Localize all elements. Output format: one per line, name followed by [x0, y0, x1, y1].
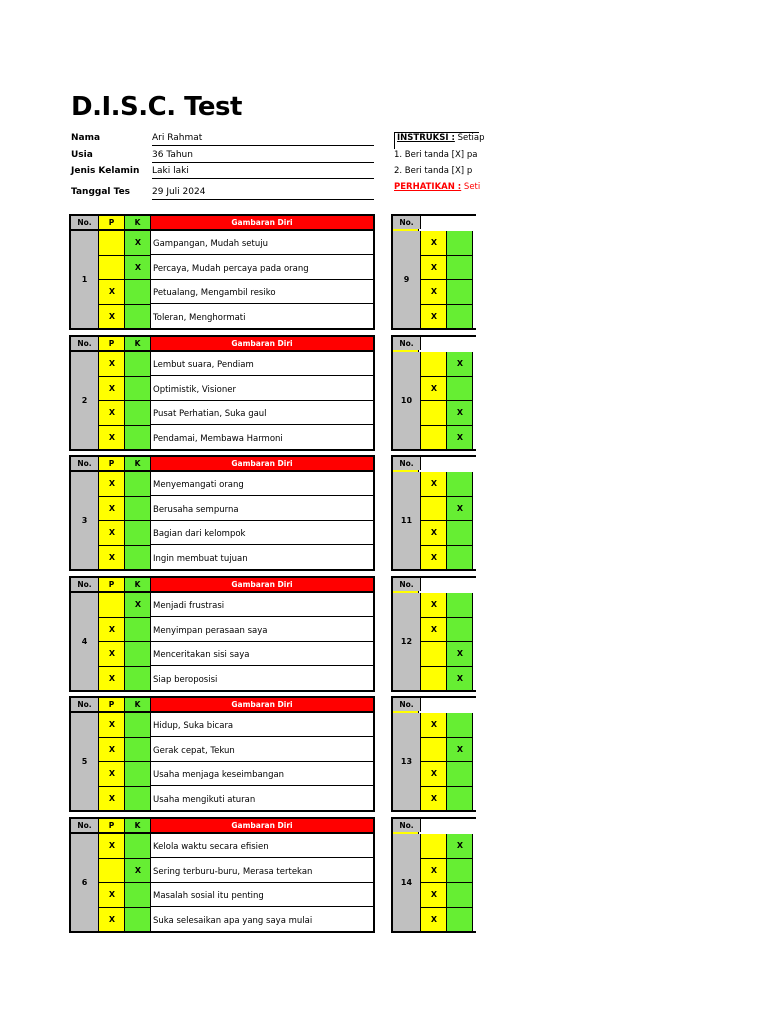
option-text: Siap beroposisi — [153, 674, 218, 685]
option-row — [421, 377, 476, 401]
k-mark-cell[interactable] — [125, 497, 151, 521]
p-mark-cell[interactable]: X — [108, 479, 116, 488]
header-k: K — [125, 216, 151, 229]
question-block-11 — [391, 455, 476, 571]
p-mark-cell[interactable]: X — [430, 769, 438, 778]
header-p: P — [99, 337, 125, 350]
k-mark-cell[interactable]: X — [134, 600, 142, 609]
option-row — [99, 787, 373, 811]
header-no: No. — [71, 698, 99, 711]
p-mark-cell[interactable]: X — [108, 287, 116, 296]
p-mark-cell[interactable]: X — [430, 262, 438, 272]
header-no: No. — [393, 457, 421, 470]
block-header — [71, 578, 373, 593]
option-text: Optimistik, Visioner — [151, 377, 373, 401]
option-row — [421, 546, 476, 570]
instruksi-label: INSTRUKSI : — [397, 133, 455, 143]
question-number: 9 — [393, 231, 421, 328]
p-mark-cell[interactable] — [421, 497, 447, 521]
k-mark-cell[interactable] — [125, 738, 151, 762]
instruksi-text: Setiap — [454, 133, 485, 143]
header-gambaran-diri: Gambaran Diri — [151, 698, 373, 711]
k-mark-cell[interactable] — [447, 546, 473, 570]
p-mark-cell[interactable]: X — [108, 408, 116, 417]
option-text: Kelola waktu secara efisien — [151, 834, 373, 858]
option-row — [421, 642, 476, 666]
question-number: 1 — [71, 231, 99, 328]
perhatikan-line — [394, 182, 481, 192]
k-mark-cell[interactable]: X — [456, 649, 464, 658]
k-mark-cell[interactable]: X — [456, 408, 464, 417]
option-row — [421, 859, 476, 883]
header-k: K — [125, 578, 151, 591]
header-k: K — [125, 698, 151, 711]
p-mark-cell[interactable]: X — [430, 479, 438, 488]
p-mark-cell[interactable] — [99, 859, 125, 883]
option-row — [99, 908, 373, 932]
k-mark-cell[interactable] — [125, 618, 151, 642]
p-mark-cell[interactable]: X — [430, 720, 438, 729]
p-mark-cell[interactable]: X — [430, 528, 438, 537]
header-no: No. — [393, 216, 421, 229]
option-text: Toleran, Menghormati — [153, 312, 246, 323]
k-mark-cell[interactable] — [447, 859, 473, 883]
jenis-kelamin-label: Jenis Kelamin — [71, 166, 140, 176]
option-row — [421, 472, 476, 496]
perhatikan-text: Seti — [461, 182, 481, 192]
question-number: 10 — [393, 352, 421, 449]
option-row — [421, 305, 476, 329]
option-row — [99, 472, 373, 496]
k-mark-cell[interactable] — [125, 908, 151, 932]
k-mark-cell[interactable]: X — [456, 673, 464, 683]
p-mark-cell[interactable]: X — [108, 432, 116, 442]
k-mark-cell[interactable] — [447, 280, 473, 304]
p-mark-cell[interactable]: X — [430, 914, 438, 924]
p-mark-cell[interactable] — [421, 642, 447, 666]
question-number: 11 — [393, 472, 421, 569]
option-row — [99, 280, 373, 304]
p-mark-cell[interactable]: X — [108, 624, 116, 634]
p-mark-cell[interactable]: X — [108, 744, 116, 754]
option-row — [421, 521, 476, 545]
k-mark-cell[interactable] — [447, 256, 473, 280]
header-no: No. — [393, 819, 421, 832]
option-text: Pendamai, Membawa Harmoni — [153, 433, 283, 444]
header-no: No. — [393, 578, 421, 591]
k-mark-cell[interactable] — [125, 546, 151, 570]
p-mark-cell[interactable] — [99, 256, 125, 280]
k-mark-cell[interactable]: X — [456, 841, 464, 850]
option-row — [421, 618, 476, 642]
p-mark-cell[interactable]: X — [108, 552, 116, 562]
k-mark-cell[interactable] — [125, 762, 151, 786]
option-text: Lembut suara, Pendiam — [151, 352, 373, 376]
option-row — [99, 834, 373, 858]
nama-value: Ari Rahmat — [152, 133, 374, 146]
question-number: 6 — [71, 834, 99, 931]
p-mark-cell[interactable]: X — [108, 890, 116, 899]
question-block-12 — [391, 576, 476, 692]
question-number: 4 — [71, 593, 99, 690]
question-number: 14 — [393, 834, 421, 931]
p-mark-cell[interactable]: X — [108, 383, 116, 393]
option-text: Bagian dari kelompok — [151, 521, 373, 545]
p-mark-cell[interactable]: X — [108, 769, 116, 778]
block-header — [71, 698, 373, 713]
header-no: No. — [71, 578, 99, 591]
option-row — [99, 352, 373, 376]
p-mark-cell[interactable] — [421, 352, 447, 376]
block-header — [71, 819, 373, 834]
option-row — [421, 401, 476, 425]
p-mark-cell[interactable] — [99, 231, 125, 255]
option-row — [421, 787, 476, 811]
question-number: 3 — [71, 472, 99, 569]
instruksi-line-2: 2. Beri tanda [X] p — [394, 166, 473, 176]
question-block-14 — [391, 817, 476, 933]
option-text: Ingin membuat tujuan — [153, 553, 248, 564]
option-row — [421, 908, 476, 932]
option-row — [421, 280, 476, 304]
header-no: No. — [71, 337, 99, 350]
header-gambaran-diri: Gambaran Diri — [151, 216, 373, 229]
k-mark-cell[interactable]: X — [134, 865, 142, 875]
option-row — [421, 834, 476, 858]
header-no: No. — [71, 216, 99, 229]
question-block-3 — [69, 455, 375, 571]
instruksi-line-1: 1. Beri tanda [X] pa — [394, 150, 478, 160]
k-mark-cell[interactable] — [447, 593, 473, 617]
option-row — [99, 256, 373, 280]
option-row — [421, 738, 476, 762]
option-row — [421, 256, 476, 280]
k-mark-cell[interactable] — [447, 472, 473, 496]
option-row — [99, 593, 373, 617]
option-row — [99, 231, 373, 255]
page-title: D.I.S.C. Test — [71, 92, 242, 122]
option-row — [421, 762, 476, 786]
option-text: Suka selesaikan apa yang saya mulai — [153, 915, 313, 926]
k-mark-cell[interactable] — [125, 834, 151, 858]
option-text: Percaya, Mudah percaya pada orang — [151, 256, 373, 280]
p-mark-cell[interactable]: X — [108, 503, 116, 513]
header-p: P — [99, 216, 125, 229]
option-row — [421, 231, 476, 255]
p-mark-cell[interactable]: X — [430, 624, 438, 634]
usia-value: 36 Tahun — [152, 150, 374, 163]
k-mark-cell[interactable]: X — [456, 744, 464, 754]
option-row — [421, 352, 476, 376]
option-row — [421, 713, 476, 737]
option-text: Menyemangati orang — [151, 472, 373, 496]
option-row — [99, 521, 373, 545]
p-mark-cell[interactable] — [421, 834, 447, 858]
header-p: P — [99, 819, 125, 832]
header-gambaran-diri: Gambaran Diri — [151, 457, 373, 470]
k-mark-cell[interactable] — [125, 787, 151, 811]
p-mark-cell[interactable]: X — [430, 793, 438, 803]
nama-label: Nama — [71, 133, 101, 143]
option-row — [99, 305, 373, 329]
question-block-6 — [69, 817, 375, 933]
k-mark-cell[interactable] — [447, 521, 473, 545]
p-mark-cell[interactable]: X — [108, 649, 116, 658]
p-mark-cell[interactable]: X — [430, 311, 438, 321]
k-mark-cell[interactable] — [447, 377, 473, 401]
block-header — [71, 457, 373, 472]
header-k: K — [125, 457, 151, 470]
option-row — [99, 738, 373, 762]
p-mark-cell[interactable]: X — [108, 720, 116, 729]
option-row — [99, 377, 373, 401]
option-text: Usaha mengikuti aturan — [153, 794, 256, 805]
k-mark-cell[interactable] — [125, 426, 151, 450]
option-row — [421, 497, 476, 521]
p-mark-cell[interactable]: X — [430, 865, 438, 875]
k-mark-cell[interactable]: X — [456, 432, 464, 442]
k-mark-cell[interactable] — [125, 713, 151, 737]
question-number: 13 — [393, 713, 421, 810]
k-mark-cell[interactable] — [447, 231, 473, 255]
k-mark-cell[interactable] — [447, 762, 473, 786]
tanggal-tes-label: Tanggal Tes — [71, 187, 131, 197]
option-text: Pusat Perhatian, Suka gaul — [151, 401, 373, 425]
k-mark-cell[interactable] — [447, 787, 473, 811]
p-mark-cell[interactable]: X — [108, 914, 116, 924]
p-mark-cell[interactable]: X — [430, 552, 438, 562]
header-gambaran-diri: Gambaran Diri — [151, 337, 373, 350]
k-mark-cell[interactable] — [125, 352, 151, 376]
question-number: 2 — [71, 352, 99, 449]
usia-label: Usia — [71, 150, 93, 160]
question-number: 5 — [71, 713, 99, 810]
k-mark-cell[interactable] — [125, 401, 151, 425]
option-row — [99, 883, 373, 907]
option-row — [99, 642, 373, 666]
header-no: No. — [71, 457, 99, 470]
question-block-1 — [69, 214, 375, 330]
k-mark-cell[interactable]: X — [456, 359, 464, 368]
option-text: Menceritakan sisi saya — [151, 642, 373, 666]
k-mark-cell[interactable]: X — [456, 503, 464, 513]
option-row — [99, 762, 373, 786]
header-p: P — [99, 578, 125, 591]
question-block-2 — [69, 335, 375, 451]
k-mark-cell[interactable] — [447, 618, 473, 642]
k-mark-cell[interactable] — [447, 713, 473, 737]
option-text: Menjadi frustrasi — [151, 593, 373, 617]
p-mark-cell[interactable] — [421, 667, 447, 691]
p-mark-cell[interactable]: X — [430, 890, 438, 899]
header-no: No. — [393, 698, 421, 711]
header-p: P — [99, 698, 125, 711]
option-row — [421, 593, 476, 617]
p-mark-cell[interactable]: X — [108, 528, 116, 537]
jenis-kelamin-value: Laki laki — [152, 166, 374, 179]
p-mark-cell[interactable] — [99, 593, 125, 617]
k-mark-cell[interactable] — [125, 377, 151, 401]
header-gambaran-diri: Gambaran Diri — [151, 578, 373, 591]
question-block-10 — [391, 335, 476, 451]
option-text: Usaha menjaga keseimbangan — [151, 762, 373, 786]
p-mark-cell[interactable]: X — [430, 600, 438, 609]
p-mark-cell[interactable] — [421, 401, 447, 425]
tanggal-tes-value: 29 Juli 2024 — [152, 187, 374, 200]
k-mark-cell[interactable] — [125, 883, 151, 907]
question-number: 12 — [393, 593, 421, 690]
k-mark-cell[interactable] — [125, 521, 151, 545]
option-row — [99, 859, 373, 883]
option-text: Sering terburu-buru, Merasa tertekan — [151, 859, 373, 883]
k-mark-cell[interactable] — [447, 883, 473, 907]
option-text: Menyimpan perasaan saya — [151, 618, 373, 642]
option-row — [421, 426, 476, 450]
question-block-13 — [391, 696, 476, 812]
option-text: Petualang, Mengambil resiko — [151, 280, 373, 304]
p-mark-cell[interactable]: X — [108, 311, 116, 321]
option-row — [99, 497, 373, 521]
header-gambaran-diri: Gambaran Diri — [151, 819, 373, 832]
question-block-5 — [69, 696, 375, 812]
k-mark-cell[interactable]: X — [134, 238, 142, 247]
perhatikan-label: PERHATIKAN : — [394, 182, 462, 192]
option-row — [421, 667, 476, 691]
k-mark-cell[interactable] — [125, 472, 151, 496]
p-mark-cell[interactable]: X — [108, 359, 116, 368]
option-row — [421, 883, 476, 907]
k-mark-cell[interactable] — [447, 305, 473, 329]
p-mark-cell[interactable]: X — [430, 238, 438, 247]
option-row — [99, 618, 373, 642]
option-row — [99, 546, 373, 570]
header-k: K — [125, 819, 151, 832]
option-text: Gampangan, Mudah setuju — [151, 231, 373, 255]
block-header — [71, 216, 373, 231]
k-mark-cell[interactable] — [125, 280, 151, 304]
instruksi-line — [394, 132, 485, 149]
option-row — [99, 713, 373, 737]
k-mark-cell[interactable] — [125, 667, 151, 691]
option-text: Hidup, Suka bicara — [151, 713, 373, 737]
p-mark-cell[interactable]: X — [108, 793, 116, 803]
p-mark-cell[interactable]: X — [108, 673, 116, 683]
header-p: P — [99, 457, 125, 470]
option-text: Gerak cepat, Tekun — [151, 738, 373, 762]
header-no: No. — [393, 337, 421, 350]
question-block-4 — [69, 576, 375, 692]
p-mark-cell[interactable]: X — [430, 383, 438, 393]
p-mark-cell[interactable] — [421, 426, 447, 450]
option-row — [99, 667, 373, 691]
p-mark-cell[interactable]: X — [108, 841, 116, 850]
question-block-9 — [391, 214, 476, 330]
header-no: No. — [71, 819, 99, 832]
k-mark-cell[interactable] — [447, 908, 473, 932]
k-mark-cell[interactable]: X — [134, 262, 142, 272]
p-mark-cell[interactable]: X — [430, 287, 438, 296]
k-mark-cell[interactable] — [125, 305, 151, 329]
option-text: Masalah sosial itu penting — [151, 883, 373, 907]
block-header — [71, 337, 373, 352]
option-row — [99, 426, 373, 450]
option-text: Berusaha sempurna — [151, 497, 373, 521]
p-mark-cell[interactable] — [421, 738, 447, 762]
k-mark-cell[interactable] — [125, 642, 151, 666]
option-row — [99, 401, 373, 425]
header-k: K — [125, 337, 151, 350]
